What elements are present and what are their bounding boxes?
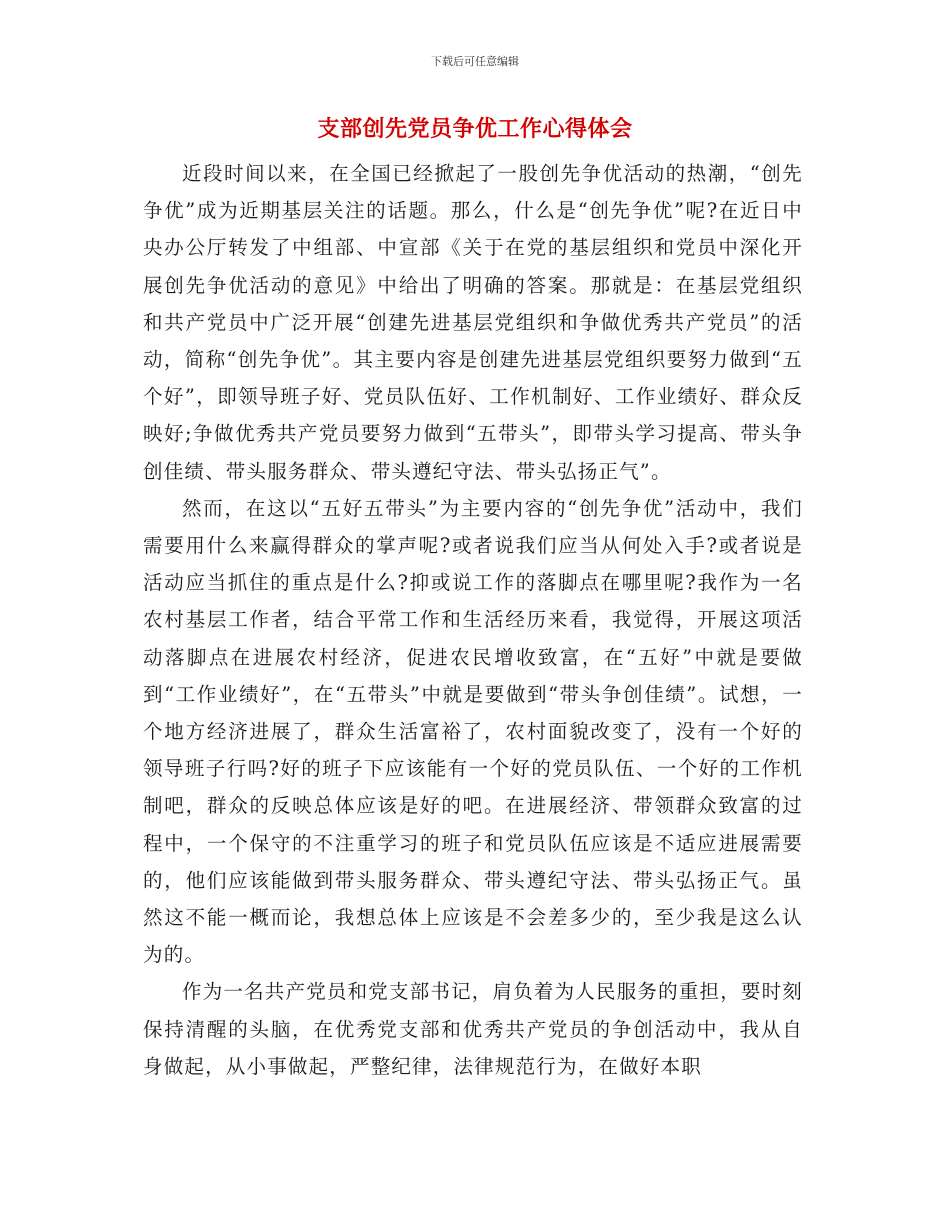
document-body — [143, 155, 803, 1085]
paragraph-3: 作为一名共产党员和党支部书记，肩负着为人民服务的重担，要时刻保持清醒的头脑，在优秀党支部和优秀共产党员的争创活动中，我从自身做起，从小事做起，严整纪律，法律规范行为，在做好本职 — [143, 980, 804, 1078]
paragraph-1: 近段时间以来，在全国已经掀起了一股创先争优活动的热潮，“创先争优”成为近期基层关注的话题。那么，什么是“创先争优”呢?在近日中央办公厅转发了中组部、中宣部《关于在党的基层组织和党员中深化开展创先争优活动的意见》中给出了明确的答案。那就是：在基层党组织和共产党员中广泛开展“创建先进基层党组织和争做优秀共产党员”的活动，简称“创先争优”。其主要内容是创建先进基层党组织要努力做到“五个好”，即领导班子好、党员队伍好、工作机制好、工作业绩好、群众反映好;争做优秀共产党员要努力做到“五带头”，即带头学习提高、带头争创佳绩、带头服务群众、带头遵纪守法、带头弘扬正气”。 — [143, 162, 803, 483]
paragraph-2: 然而，在这以“五好五带头”为主要内容的“创先争优”活动中，我们需要用什么来赢得群众的掌声呢?或者说我们应当从何处入手?或者说是活动应当抓住的重点是什么?抑或说工作的落脚点在哪里呢?我作为一名农村基层工作者，结合平常工作和生活经历来看，我觉得，开展这项活动落脚点在进展农村经济，促进农民增收致富，在“五好”中就是要做到“工作业绩好”，在“五带头”中就是要做到“带头争创佳绩”。试想，一个地方经济进展了，群众生活富裕了，农村面貌改变了，没有一个好的领导班子行吗?好的班子下应该能有一个好的党员队伍、一个好的工作机制吧，群众的反映总体应该是好的吧。在进展经济、带领群众致富的过程中，一个保守的不注重学习的班子和党员队伍应该是不适应进展需要的，他们应该能做到带头服务群众、带头遵纪守法、带头弘扬正气。虽然这不能一概而论，我想总体上应该是不会差多少的，至少我是这么认为的。 — [143, 496, 803, 967]
document-title: 支部创先党员争优工作心得体会 — [317, 117, 633, 142]
header-note: 下载后可任意编辑 — [431, 55, 519, 68]
